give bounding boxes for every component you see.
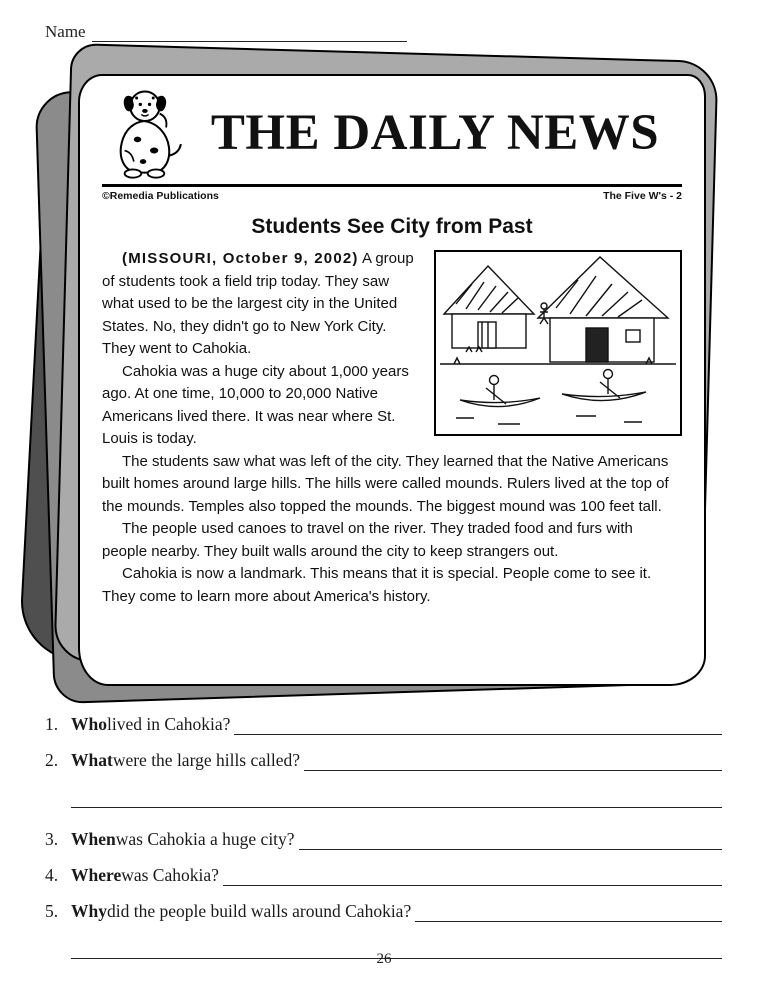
question-4 (45, 865, 722, 886)
paragraph-5: Cahokia is now a landmark. This means that it is special. People come to see it. They come to learn more about America's history. (102, 565, 652, 605)
question-number: 5. (45, 900, 59, 921)
answer-blank-3[interactable] (299, 830, 722, 849)
question-1 (45, 714, 722, 735)
question-number: 1. (45, 714, 59, 734)
dalmatian-dog-illustration (102, 86, 188, 180)
masthead-rule (102, 184, 682, 187)
answer-blank-5[interactable] (415, 902, 722, 921)
article-body (102, 248, 682, 608)
question-keyword: Where (71, 864, 122, 885)
question-keyword: When (71, 828, 116, 849)
answer-blank-4[interactable] (223, 866, 722, 885)
paragraph-1-text: A group of students took a field trip today. They saw what used to be the largest city in the United States. No, they didn't go to New York City. They went to Cahokia. (102, 250, 414, 357)
question-text: was Cahokia? (121, 864, 219, 885)
article-headline: Students See City from Past (251, 215, 533, 238)
series-credit: The Five W's - 2 (603, 190, 682, 202)
newspaper-front-page (78, 74, 706, 686)
question-keyword: What (71, 750, 113, 770)
question-text: were the large hills called? (112, 750, 301, 770)
page-number: 26 (376, 951, 392, 967)
question-text: did the people build walls around Cahokia? (106, 900, 412, 921)
question-keyword: Why (71, 900, 107, 921)
paragraph-3: The students saw what was left of the city. They learned that the Native Americans built homes around large hills. The hills were called mounds. Rulers lived at the top of the mounds. Temples also topped the mounds. The biggest mound was 100 feet tall. (102, 452, 669, 515)
answer-blank-2-continued[interactable] (71, 786, 722, 808)
question-text: lived in Cahokia? (106, 714, 231, 734)
answer-blank-1[interactable] (234, 716, 722, 735)
paragraph-2: Cahokia was a huge city about 1,000 years ago. At one time, 10,000 to 20,000 Native Americans lived there. It was near where St. Louis is today. (102, 362, 409, 447)
credits-row (102, 190, 682, 202)
dog-icon (102, 86, 186, 180)
question-2 (45, 750, 722, 771)
cahokia-village-illustration (434, 250, 682, 436)
question-number: 4. (45, 864, 59, 885)
question-3 (45, 829, 722, 850)
masthead-row (102, 86, 682, 180)
question-number: 2. (45, 750, 59, 770)
questions-section (45, 714, 722, 975)
dateline: (MISSOURI, October 9, 2002) (122, 250, 359, 267)
question-text: was Cahokia a huge city? (115, 828, 295, 849)
name-label: Name (45, 22, 86, 41)
publisher-credit: ©Remedia Publications (102, 190, 219, 202)
question-5 (45, 901, 722, 922)
newspaper-graphic (34, 52, 726, 700)
huts-and-canoes-icon (436, 252, 680, 434)
masthead-title: THE DAILY NEWS (210, 104, 660, 161)
name-row (45, 22, 407, 42)
name-answer-blank[interactable] (92, 23, 407, 42)
question-number: 3. (45, 828, 59, 849)
question-keyword: Who (71, 714, 107, 734)
answer-blank-2[interactable] (304, 752, 722, 771)
paragraph-4: The people used canoes to travel on the river. They traded food and furs with people nearby. They built walls around the city to keep strangers out. (102, 520, 633, 560)
